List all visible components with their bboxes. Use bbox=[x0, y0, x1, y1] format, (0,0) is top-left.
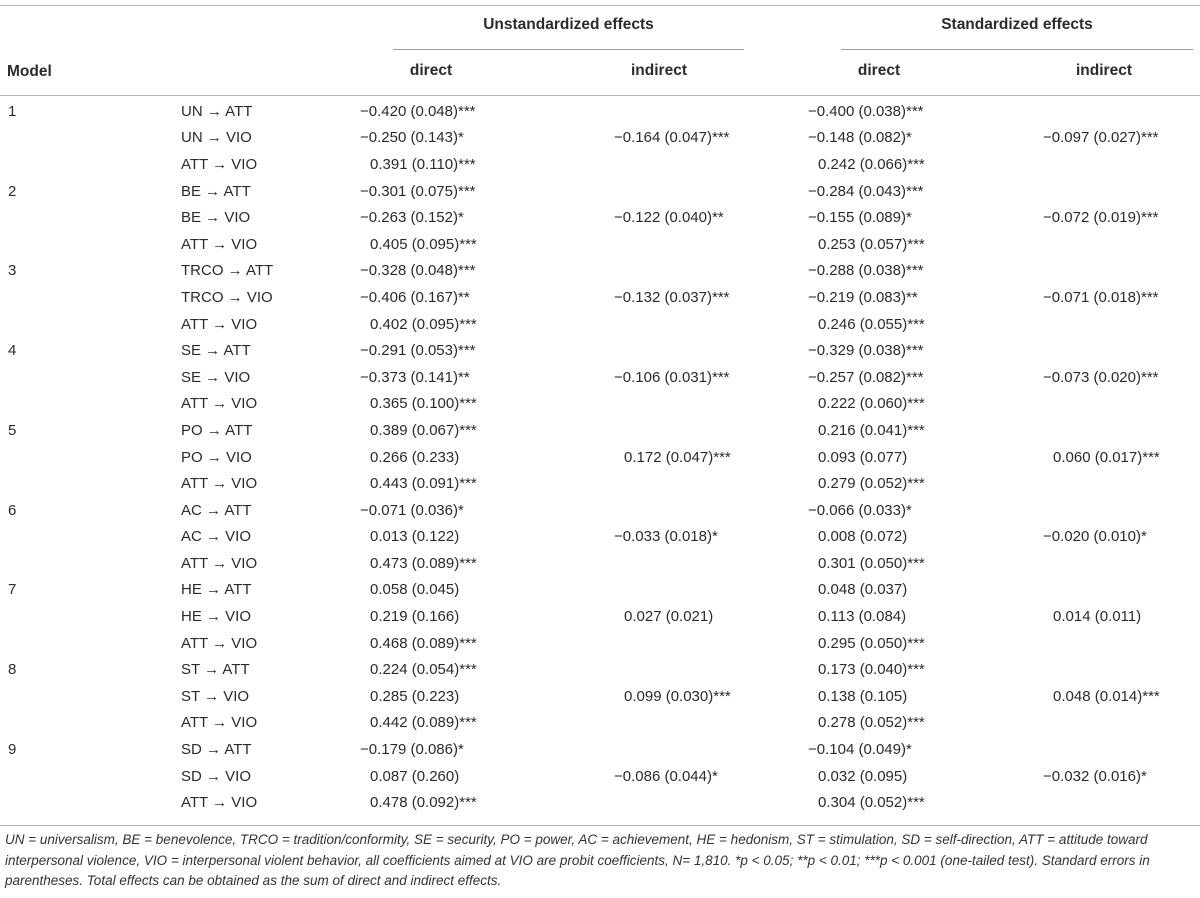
unstd-direct-cell bbox=[361, 470, 588, 497]
unstd-indirect-cell bbox=[588, 151, 808, 178]
model-number-cell bbox=[0, 470, 171, 497]
top-rule bbox=[0, 5, 1200, 6]
path-cell: AC → ATT bbox=[181, 501, 252, 519]
coefficient-value: 0.027 (0.021) bbox=[624, 608, 714, 626]
path-cell: ATT → VIO bbox=[181, 794, 258, 812]
coefficient-value: −0.250 (0.143)* bbox=[360, 129, 464, 147]
path-cell: BE → VIO bbox=[181, 209, 251, 227]
unstd-indirect-cell bbox=[588, 710, 808, 737]
coefficient-value: 0.468 (0.089)*** bbox=[370, 634, 477, 652]
unstd-indirect-cell bbox=[588, 736, 808, 763]
path-cell: TRCO → VIO bbox=[181, 288, 273, 306]
std-direct-cell bbox=[808, 683, 1043, 710]
unstd-direct-cell bbox=[361, 98, 588, 125]
path-cell: ATT → VIO bbox=[181, 475, 258, 493]
coefficient-value: 0.060 (0.017)*** bbox=[1053, 448, 1160, 466]
path-cell: ATT → VIO bbox=[181, 155, 258, 173]
std-direct-cell bbox=[808, 417, 1043, 444]
table-row bbox=[0, 444, 1200, 471]
std-indirect-cell bbox=[1043, 550, 1200, 577]
coefficient-value: −0.301 (0.075)*** bbox=[360, 182, 476, 200]
unstd-indirect-cell bbox=[588, 524, 808, 551]
coefficient-value: 0.224 (0.054)*** bbox=[370, 661, 477, 679]
coefficient-value: −0.179 (0.086)* bbox=[360, 741, 464, 759]
unstd-direct-cell bbox=[361, 125, 588, 152]
unstd-indirect-cell bbox=[588, 284, 808, 311]
coefficient-value: 0.032 (0.095) bbox=[818, 767, 908, 785]
std-direct-cell bbox=[808, 763, 1043, 790]
effects-table bbox=[0, 98, 1200, 816]
unstd-indirect-cell bbox=[588, 337, 808, 364]
std-direct-cell bbox=[808, 630, 1043, 657]
coefficient-value: 0.473 (0.089)*** bbox=[370, 554, 477, 572]
std-indirect-cell bbox=[1043, 391, 1200, 418]
model-number-cell bbox=[0, 789, 171, 816]
table-footnote: UN = universalism, BE = benevolence, TRCO = tradition/conformity, SE = security, PO = power, AC = achievement, HE = hedonism, ST = stimulation, SD = self-direction, ATT = attitude toward interpersonal violence, VIO = interpersonal violent behavior, all coefficients aimed at VIO are probit coefficients, N= 1,810. *p < 0.05; **p < 0.01; ***p < 0.001 (one-tailed test). Standard errors in parentheses. Total effects can be obtained as the sum of direct and indirect effects. bbox=[5, 832, 1150, 888]
model-number-cell bbox=[0, 125, 171, 152]
table-row bbox=[0, 736, 1200, 763]
coefficient-value: 0.173 (0.040)*** bbox=[818, 661, 925, 679]
coefficient-value: 0.365 (0.100)*** bbox=[370, 395, 477, 413]
coefficient-value: −0.284 (0.043)*** bbox=[808, 182, 924, 200]
model-number-cell: 1 bbox=[8, 102, 17, 120]
std-direct-cell bbox=[808, 391, 1043, 418]
coefficient-value: 0.405 (0.095)*** bbox=[370, 235, 477, 253]
unstd-indirect-cell bbox=[588, 311, 808, 338]
coefficient-value: −0.073 (0.020)*** bbox=[1043, 368, 1159, 386]
path-cell: ST → ATT bbox=[181, 661, 250, 679]
model-number-cell bbox=[0, 204, 171, 231]
header-rule bbox=[0, 95, 1200, 96]
unstd-direct-cell bbox=[361, 683, 588, 710]
table-row bbox=[0, 125, 1200, 152]
std-direct-cell bbox=[808, 444, 1043, 471]
model-number-cell: 8 bbox=[8, 661, 17, 679]
path-cell: SD → VIO bbox=[181, 767, 252, 785]
unstd-direct-cell bbox=[361, 497, 588, 524]
unstd-direct-cell bbox=[361, 444, 588, 471]
unstd-indirect-cell bbox=[588, 364, 808, 391]
std-indirect-cell bbox=[1043, 524, 1200, 551]
coefficient-value: −0.288 (0.038)*** bbox=[808, 262, 924, 280]
unstd-direct-cell bbox=[361, 284, 588, 311]
std-indirect-cell bbox=[1043, 683, 1200, 710]
table-row bbox=[0, 683, 1200, 710]
path-cell: TRCO → ATT bbox=[181, 262, 274, 280]
std-indirect-cell bbox=[1043, 470, 1200, 497]
model-column-header: Model bbox=[7, 63, 52, 80]
table-row bbox=[0, 337, 1200, 364]
std-indirect-cell bbox=[1043, 444, 1200, 471]
coefficient-value: 0.222 (0.060)*** bbox=[818, 395, 925, 413]
coefficient-value: 0.304 (0.052)*** bbox=[818, 794, 925, 812]
unstd-direct-cell bbox=[361, 550, 588, 577]
std-direct-cell bbox=[808, 337, 1043, 364]
table-row bbox=[0, 470, 1200, 497]
coefficient-value: −0.071 (0.036)* bbox=[360, 501, 464, 519]
model-number-cell bbox=[0, 603, 171, 630]
coefficient-value: 0.014 (0.011) bbox=[1053, 608, 1142, 626]
coefficient-value: 0.246 (0.055)*** bbox=[818, 315, 925, 333]
table-row bbox=[0, 417, 1200, 444]
coefficient-value: 0.172 (0.047)*** bbox=[624, 448, 731, 466]
std-indirect-header: indirect bbox=[1076, 62, 1132, 79]
path-cell: ST → VIO bbox=[181, 687, 250, 705]
std-indirect-cell bbox=[1043, 311, 1200, 338]
model-number-cell bbox=[0, 284, 171, 311]
coefficient-value: 0.402 (0.095)*** bbox=[370, 315, 477, 333]
path-cell: UN → ATT bbox=[181, 102, 253, 120]
unstd-direct-cell bbox=[361, 151, 588, 178]
table-row bbox=[0, 763, 1200, 790]
coefficient-value: 0.442 (0.089)*** bbox=[370, 714, 477, 732]
std-indirect-cell bbox=[1043, 710, 1200, 737]
coefficient-value: −0.097 (0.027)*** bbox=[1043, 129, 1159, 147]
table-row bbox=[0, 391, 1200, 418]
std-indirect-cell bbox=[1043, 284, 1200, 311]
unstd-direct-cell bbox=[361, 630, 588, 657]
unstd-indirect-cell bbox=[588, 391, 808, 418]
table-row bbox=[0, 710, 1200, 737]
path-cell: UN → VIO bbox=[181, 129, 252, 147]
coefficient-value: 0.253 (0.057)*** bbox=[818, 235, 925, 253]
coefficient-value: −0.148 (0.082)* bbox=[808, 129, 912, 147]
coefficient-value: −0.106 (0.031)*** bbox=[614, 368, 730, 386]
unstd-indirect-header: indirect bbox=[631, 62, 687, 79]
table-row bbox=[0, 656, 1200, 683]
std-indirect-cell bbox=[1043, 204, 1200, 231]
coefficient-value: −0.263 (0.152)* bbox=[360, 209, 464, 227]
coefficient-value: −0.329 (0.038)*** bbox=[808, 342, 924, 360]
std-indirect-cell bbox=[1043, 497, 1200, 524]
std-direct-cell bbox=[808, 311, 1043, 338]
unstd-direct-cell bbox=[361, 524, 588, 551]
coefficient-value: 0.113 (0.084) bbox=[818, 608, 907, 626]
coefficient-value: 0.138 (0.105) bbox=[818, 687, 908, 705]
unstd-direct-cell bbox=[361, 311, 588, 338]
path-cell: ATT → VIO bbox=[181, 554, 258, 572]
std-direct-cell bbox=[808, 550, 1043, 577]
std-indirect-cell bbox=[1043, 151, 1200, 178]
unstd-direct-cell bbox=[361, 204, 588, 231]
coefficient-value: 0.013 (0.122) bbox=[370, 528, 460, 546]
table-row bbox=[0, 603, 1200, 630]
path-cell: ATT → VIO bbox=[181, 714, 258, 732]
unstandardized-group-rule bbox=[393, 49, 744, 50]
path-cell: HE → ATT bbox=[181, 581, 252, 599]
std-indirect-cell bbox=[1043, 789, 1200, 816]
path-cell: SD → ATT bbox=[181, 741, 252, 759]
table-row bbox=[0, 311, 1200, 338]
unstd-direct-cell bbox=[361, 417, 588, 444]
table-row bbox=[0, 364, 1200, 391]
std-indirect-cell bbox=[1043, 125, 1200, 152]
model-number-cell bbox=[0, 391, 171, 418]
coefficient-value: 0.216 (0.041)*** bbox=[818, 421, 925, 439]
unstd-indirect-cell bbox=[588, 683, 808, 710]
std-indirect-cell bbox=[1043, 656, 1200, 683]
model-number-cell bbox=[0, 444, 171, 471]
unstd-indirect-cell bbox=[588, 656, 808, 683]
table-row bbox=[0, 98, 1200, 125]
unstd-direct-cell bbox=[361, 258, 588, 285]
path-cell: ATT → VIO bbox=[181, 315, 258, 333]
path-cell: ATT → VIO bbox=[181, 634, 258, 652]
std-direct-cell bbox=[808, 603, 1043, 630]
model-number-cell: 4 bbox=[8, 342, 17, 360]
coefficient-value: 0.478 (0.092)*** bbox=[370, 794, 477, 812]
coefficient-value: 0.242 (0.066)*** bbox=[818, 155, 925, 173]
coefficient-value: 0.058 (0.045) bbox=[370, 581, 460, 599]
coefficient-value: −0.122 (0.040)** bbox=[614, 209, 724, 227]
unstd-indirect-cell bbox=[588, 444, 808, 471]
coefficient-value: −0.032 (0.016)* bbox=[1043, 767, 1147, 785]
unstd-indirect-cell bbox=[588, 789, 808, 816]
path-cell: SE → VIO bbox=[181, 368, 251, 386]
unstd-indirect-cell bbox=[588, 258, 808, 285]
unstd-indirect-cell bbox=[588, 204, 808, 231]
std-direct-cell bbox=[808, 524, 1043, 551]
effects-table-body bbox=[0, 98, 1200, 816]
coefficient-value: −0.291 (0.053)*** bbox=[360, 342, 476, 360]
std-indirect-cell bbox=[1043, 337, 1200, 364]
path-cell: SE → ATT bbox=[181, 342, 251, 360]
coefficient-value: 0.389 (0.067)*** bbox=[370, 421, 477, 439]
unstd-direct-cell bbox=[361, 337, 588, 364]
std-indirect-cell bbox=[1043, 763, 1200, 790]
coefficient-value: 0.008 (0.072) bbox=[818, 528, 908, 546]
std-direct-cell bbox=[808, 789, 1043, 816]
coefficient-value: −0.033 (0.018)* bbox=[614, 528, 718, 546]
std-direct-cell bbox=[808, 710, 1043, 737]
coefficient-value: 0.279 (0.052)*** bbox=[818, 475, 925, 493]
coefficient-value: 0.278 (0.052)*** bbox=[818, 714, 925, 732]
table-row bbox=[0, 497, 1200, 524]
unstd-direct-cell bbox=[361, 364, 588, 391]
unstandardized-effects-heading: Unstandardized effects bbox=[483, 16, 654, 33]
unstd-indirect-cell bbox=[588, 577, 808, 604]
model-number-cell: 2 bbox=[8, 182, 17, 200]
model-number-cell: 5 bbox=[8, 421, 17, 439]
path-cell: ATT → VIO bbox=[181, 395, 258, 413]
coefficient-value: −0.164 (0.047)*** bbox=[614, 129, 730, 147]
standardized-effects-heading: Standardized effects bbox=[941, 16, 1093, 33]
coefficient-value: 0.219 (0.166) bbox=[370, 608, 460, 626]
coefficient-value: 0.285 (0.223) bbox=[370, 687, 460, 705]
unstd-direct-cell bbox=[361, 603, 588, 630]
coefficient-value: −0.104 (0.049)* bbox=[808, 741, 912, 759]
std-direct-cell bbox=[808, 125, 1043, 152]
unstd-direct-cell bbox=[361, 577, 588, 604]
std-indirect-cell bbox=[1043, 231, 1200, 258]
table-row bbox=[0, 284, 1200, 311]
coefficient-value: −0.066 (0.033)* bbox=[808, 501, 912, 519]
coefficient-value: 0.099 (0.030)*** bbox=[624, 687, 731, 705]
coefficient-value: −0.219 (0.083)** bbox=[808, 288, 918, 306]
coefficient-value: −0.400 (0.038)*** bbox=[808, 102, 924, 120]
coefficient-value: −0.420 (0.048)*** bbox=[360, 102, 476, 120]
coefficient-value: 0.087 (0.260) bbox=[370, 767, 460, 785]
std-direct-cell bbox=[808, 178, 1043, 205]
path-cell: AC → VIO bbox=[181, 528, 252, 546]
model-number-cell bbox=[0, 683, 171, 710]
table-row bbox=[0, 151, 1200, 178]
unstd-indirect-cell bbox=[588, 178, 808, 205]
coefficient-value: 0.093 (0.077) bbox=[818, 448, 908, 466]
unstd-indirect-cell bbox=[588, 470, 808, 497]
table-row bbox=[0, 630, 1200, 657]
unstd-direct-cell bbox=[361, 710, 588, 737]
model-number-cell bbox=[0, 231, 171, 258]
std-direct-cell bbox=[808, 284, 1043, 311]
coefficient-value: 0.443 (0.091)*** bbox=[370, 475, 477, 493]
unstd-direct-cell bbox=[361, 656, 588, 683]
std-indirect-cell bbox=[1043, 258, 1200, 285]
std-indirect-cell bbox=[1043, 417, 1200, 444]
std-direct-cell bbox=[808, 231, 1043, 258]
model-number-cell bbox=[0, 524, 171, 551]
std-direct-cell bbox=[808, 497, 1043, 524]
coefficient-value: −0.071 (0.018)*** bbox=[1043, 288, 1159, 306]
unstd-direct-cell bbox=[361, 763, 588, 790]
model-number-cell bbox=[0, 710, 171, 737]
unstd-indirect-cell bbox=[588, 417, 808, 444]
bottom-rule bbox=[0, 825, 1200, 826]
unstd-indirect-cell bbox=[588, 125, 808, 152]
path-cell: PO → VIO bbox=[181, 448, 252, 466]
model-number-cell: 9 bbox=[8, 741, 17, 759]
path-cell: ATT → VIO bbox=[181, 235, 258, 253]
coefficient-value: −0.257 (0.082)*** bbox=[808, 368, 924, 386]
unstd-direct-cell bbox=[361, 231, 588, 258]
unstd-indirect-cell bbox=[588, 550, 808, 577]
coefficient-value: −0.020 (0.010)* bbox=[1043, 528, 1147, 546]
std-direct-cell bbox=[808, 204, 1043, 231]
model-number-cell bbox=[0, 364, 171, 391]
std-indirect-cell bbox=[1043, 577, 1200, 604]
table-row bbox=[0, 524, 1200, 551]
std-indirect-cell bbox=[1043, 178, 1200, 205]
std-indirect-cell bbox=[1043, 736, 1200, 763]
model-number-cell: 3 bbox=[8, 262, 17, 280]
coefficient-value: −0.373 (0.141)** bbox=[360, 368, 470, 386]
table-row bbox=[0, 258, 1200, 285]
model-number-cell bbox=[0, 630, 171, 657]
coefficient-value: 0.266 (0.233) bbox=[370, 448, 460, 466]
table-row bbox=[0, 178, 1200, 205]
std-direct-header: direct bbox=[857, 62, 901, 79]
unstd-indirect-cell bbox=[588, 763, 808, 790]
unstd-indirect-cell bbox=[588, 497, 808, 524]
std-direct-cell bbox=[808, 470, 1043, 497]
std-direct-cell bbox=[808, 258, 1043, 285]
model-number-cell bbox=[0, 311, 171, 338]
table-row bbox=[0, 789, 1200, 816]
table-row bbox=[0, 231, 1200, 258]
model-number-cell bbox=[0, 763, 171, 790]
coefficient-value: 0.295 (0.050)*** bbox=[818, 634, 925, 652]
model-number-cell: 6 bbox=[8, 501, 17, 519]
coefficient-value: 0.301 (0.050)*** bbox=[818, 554, 925, 572]
std-indirect-cell bbox=[1043, 603, 1200, 630]
coefficient-value: −0.072 (0.019)*** bbox=[1043, 209, 1159, 227]
std-direct-cell bbox=[808, 151, 1043, 178]
std-indirect-cell bbox=[1043, 98, 1200, 125]
unstd-direct-cell bbox=[361, 736, 588, 763]
coefficient-value: −0.086 (0.044)* bbox=[614, 767, 718, 785]
model-number-cell bbox=[0, 151, 171, 178]
unstd-direct-header: direct bbox=[409, 62, 453, 79]
std-indirect-cell bbox=[1043, 364, 1200, 391]
path-cell: BE → ATT bbox=[181, 182, 251, 200]
unstd-indirect-cell bbox=[588, 603, 808, 630]
unstd-direct-cell bbox=[361, 178, 588, 205]
table-row bbox=[0, 577, 1200, 604]
coefficient-value: 0.048 (0.037) bbox=[818, 581, 908, 599]
coefficient-value: 0.391 (0.110)*** bbox=[370, 155, 476, 173]
unstd-indirect-cell bbox=[588, 231, 808, 258]
model-number-cell: 7 bbox=[8, 581, 17, 599]
unstd-direct-cell bbox=[361, 789, 588, 816]
standardized-group-rule bbox=[841, 49, 1193, 50]
path-cell: PO → ATT bbox=[181, 421, 253, 439]
coefficient-value: 0.048 (0.014)*** bbox=[1053, 687, 1160, 705]
coefficient-value: −0.328 (0.048)*** bbox=[360, 262, 476, 280]
path-cell: HE → VIO bbox=[181, 608, 252, 626]
std-direct-cell bbox=[808, 98, 1043, 125]
std-direct-cell bbox=[808, 577, 1043, 604]
std-direct-cell bbox=[808, 736, 1043, 763]
std-indirect-cell bbox=[1043, 630, 1200, 657]
unstd-indirect-cell bbox=[588, 98, 808, 125]
coefficient-value: −0.155 (0.089)* bbox=[808, 209, 912, 227]
std-direct-cell bbox=[808, 364, 1043, 391]
coefficient-value: −0.132 (0.037)*** bbox=[614, 288, 730, 306]
coefficient-value: −0.406 (0.167)** bbox=[360, 288, 470, 306]
std-direct-cell bbox=[808, 656, 1043, 683]
unstd-indirect-cell bbox=[588, 630, 808, 657]
model-number-cell bbox=[0, 550, 171, 577]
unstd-direct-cell bbox=[361, 391, 588, 418]
table-row bbox=[0, 550, 1200, 577]
table-row bbox=[0, 204, 1200, 231]
